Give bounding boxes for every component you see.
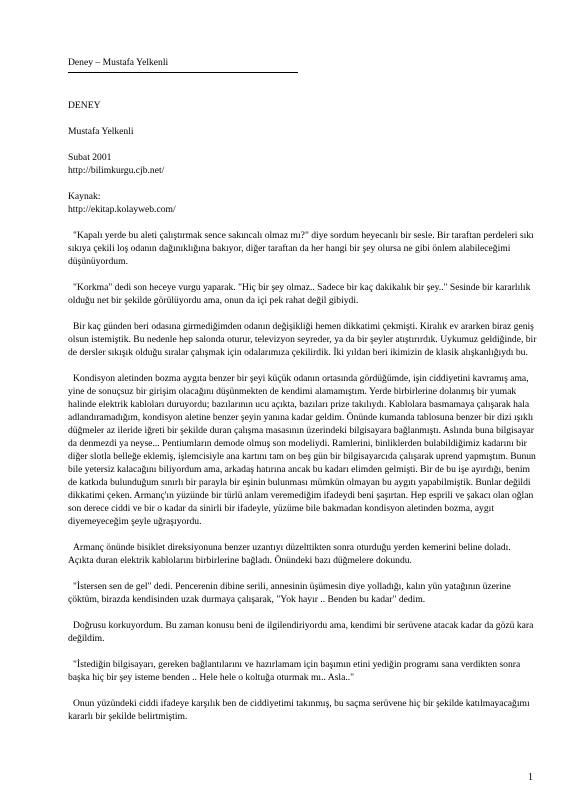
paragraph: Kondisyon aletinden bozma aygıta benzer bir şeyi küçük odanın ortasında gördüğümde, işin ciddiyetini kavramış ama, yine de sonuçsuz bir girişim olacağını düşünmekten de kendimi alamamıştım. Yerde birbirlerine dolanmış bir yumak halinde elektrik kabloları duruyordu; bazılarının ucu açıkta, bazıları prize takılıydı. Kablolara basmamaya çalışarak hala adlandıramadığım, kondisyon aletine benzer şeyin yanına kadar geldim. Önünde kumanda tablosuna benzer bir dizi ışıklı düğmeler az ileride iğreti bir şekilde duran çalışma masasının üzerindeki bilgisayara bağlanmıştı. Aslında buna bilgisayar da denmezdi ya neyse... Pentiumların demode olmuş son modeliydi. Ramlerini, binliklerden bulabildiğimiz kadarını bir diğer slotla belleğe eklemiş, işlemcisiyle ana kartını tam on beş gün bir bilgisayarcıda çalışarak uprend yapmıştım. Bunun bile yetersiz kalacağını biliyordum ama, arkadaş hatırına ancak bu kadarı elimden gelmişti. Bir de bu işe ayırdığı, benim de katkıda bulunduğum sınırlı bir parayla bir eşinin bulunması mümkün olmayan bu aygıtı yapabilmiştik. Bunlar değildi dikkatimi çeken. Armanç'ın yüzünde bir türlü anlam veremediğim ifadeydi beni şaşırtan. Hep esprili ve şakacı olan oğlan son derece ciddi ve bir o kadar da sinirli bir ifadeyle, yüzüme bile bakmadan kondisyon aletinden bozma, aygıt diyemeyeceğim şeyle uğraşıyordu. (68, 373, 536, 527)
paragraph: "Kapalı yerde bu aleti çalıştırmak sence sakıncalı olmaz mı?" diye sordum heyecanlı bir sesle. Bir taraftan perdeleri sıkı sıkıya çekili loş odanın dağınıklığına bakıyor, diğer taraftan da her hangi bir şey olursa ne gibi önlem alabileceğimi düşünüyordum. (68, 230, 534, 267)
story-title: DENEY (68, 100, 101, 111)
site-url[interactable]: http://bilimkurgu.cjb.net/ (68, 165, 165, 176)
document-page (68, 56, 538, 736)
source-label: Kaynak: (68, 191, 101, 202)
paragraph: Armanç önünde bisiklet direksiyonuna benzer uzantıyı düzelttikten sonra oturduğu yerden kemerini beline doladı. Açıkta duran elektrik kablolarını birbirlerine bağladı. Önündeki bazı düğmelere dokundu. (68, 542, 511, 566)
paragraph: Doğrusu korkuyordum. Bu zaman konusu beni de ilgilendiriyordu ama, kendimi bir serüvene atacak kadar da gözü kara değildim. (68, 620, 534, 644)
source-url[interactable]: http://ekitap.kolayweb.com/ (68, 204, 176, 215)
page-number: 1 (528, 772, 533, 783)
paragraph: Onun yüzündeki ciddi ifadeye karşılık ben de ciddiyetimi takınmış, bu saçma serüvene hiç bir şekilde katılmayacağımı kararlı bir şekilde belirtmiştim. (68, 698, 530, 722)
paragraph: "İstediğin bilgisayarı, gereken bağlantılarını ve hazırlamam için başımın etini yediğin programı sana verdikten sonra başka hiç bir şey isteme benden .. Hele hele o koltuğa oturmak mı.. Asla.." (68, 659, 521, 683)
header-rule (68, 72, 298, 73)
publish-date: Subat 2001 (68, 152, 112, 163)
paragraph: "İstersen sen de gel" dedi. Pencerenin dibine serili, annesinin üşümesin diye yolladığı, kalın yün yatağının üzerine çöktüm, birazda kendisinden uzak durmaya çalışarak, "Yok hayır .. Benden bu kadar" dedim. (68, 581, 511, 605)
running-header: Deney – Mustafa Yelkenli (68, 57, 169, 68)
document-meta (68, 99, 538, 229)
paragraph: "Korkma" dedi son heceye vurgu yaparak. "Hiç bir şey olmaz.. Sadece bir kaç dakikalık bir şey.." Sesinde bir kararlılık olduğu net bir şekilde görülüyordu ama, onun da içi pek rahat değil gibiydi. (68, 282, 531, 306)
story-body (68, 229, 538, 723)
paragraph: Bir kaç günden beri odasına girmediğimden odanın değişikliği hemen dikkatimi çekmişti. Kiralık ev ararken biraz geniş olsun istemiştik. Bu nedenle hep salonda oturur, televizyon seyreder, ya da bir şeyler atıştırırdık. Uykumuz geldiğinde, bir de dersler sıkışık olduğu sıralar çalışmak için odalarımıza çekilirdik. İki yıldan beri ikimizin de klasik alışkanlığıydı bu. (68, 321, 537, 358)
author-name: Mustafa Yelkenli (68, 126, 134, 137)
